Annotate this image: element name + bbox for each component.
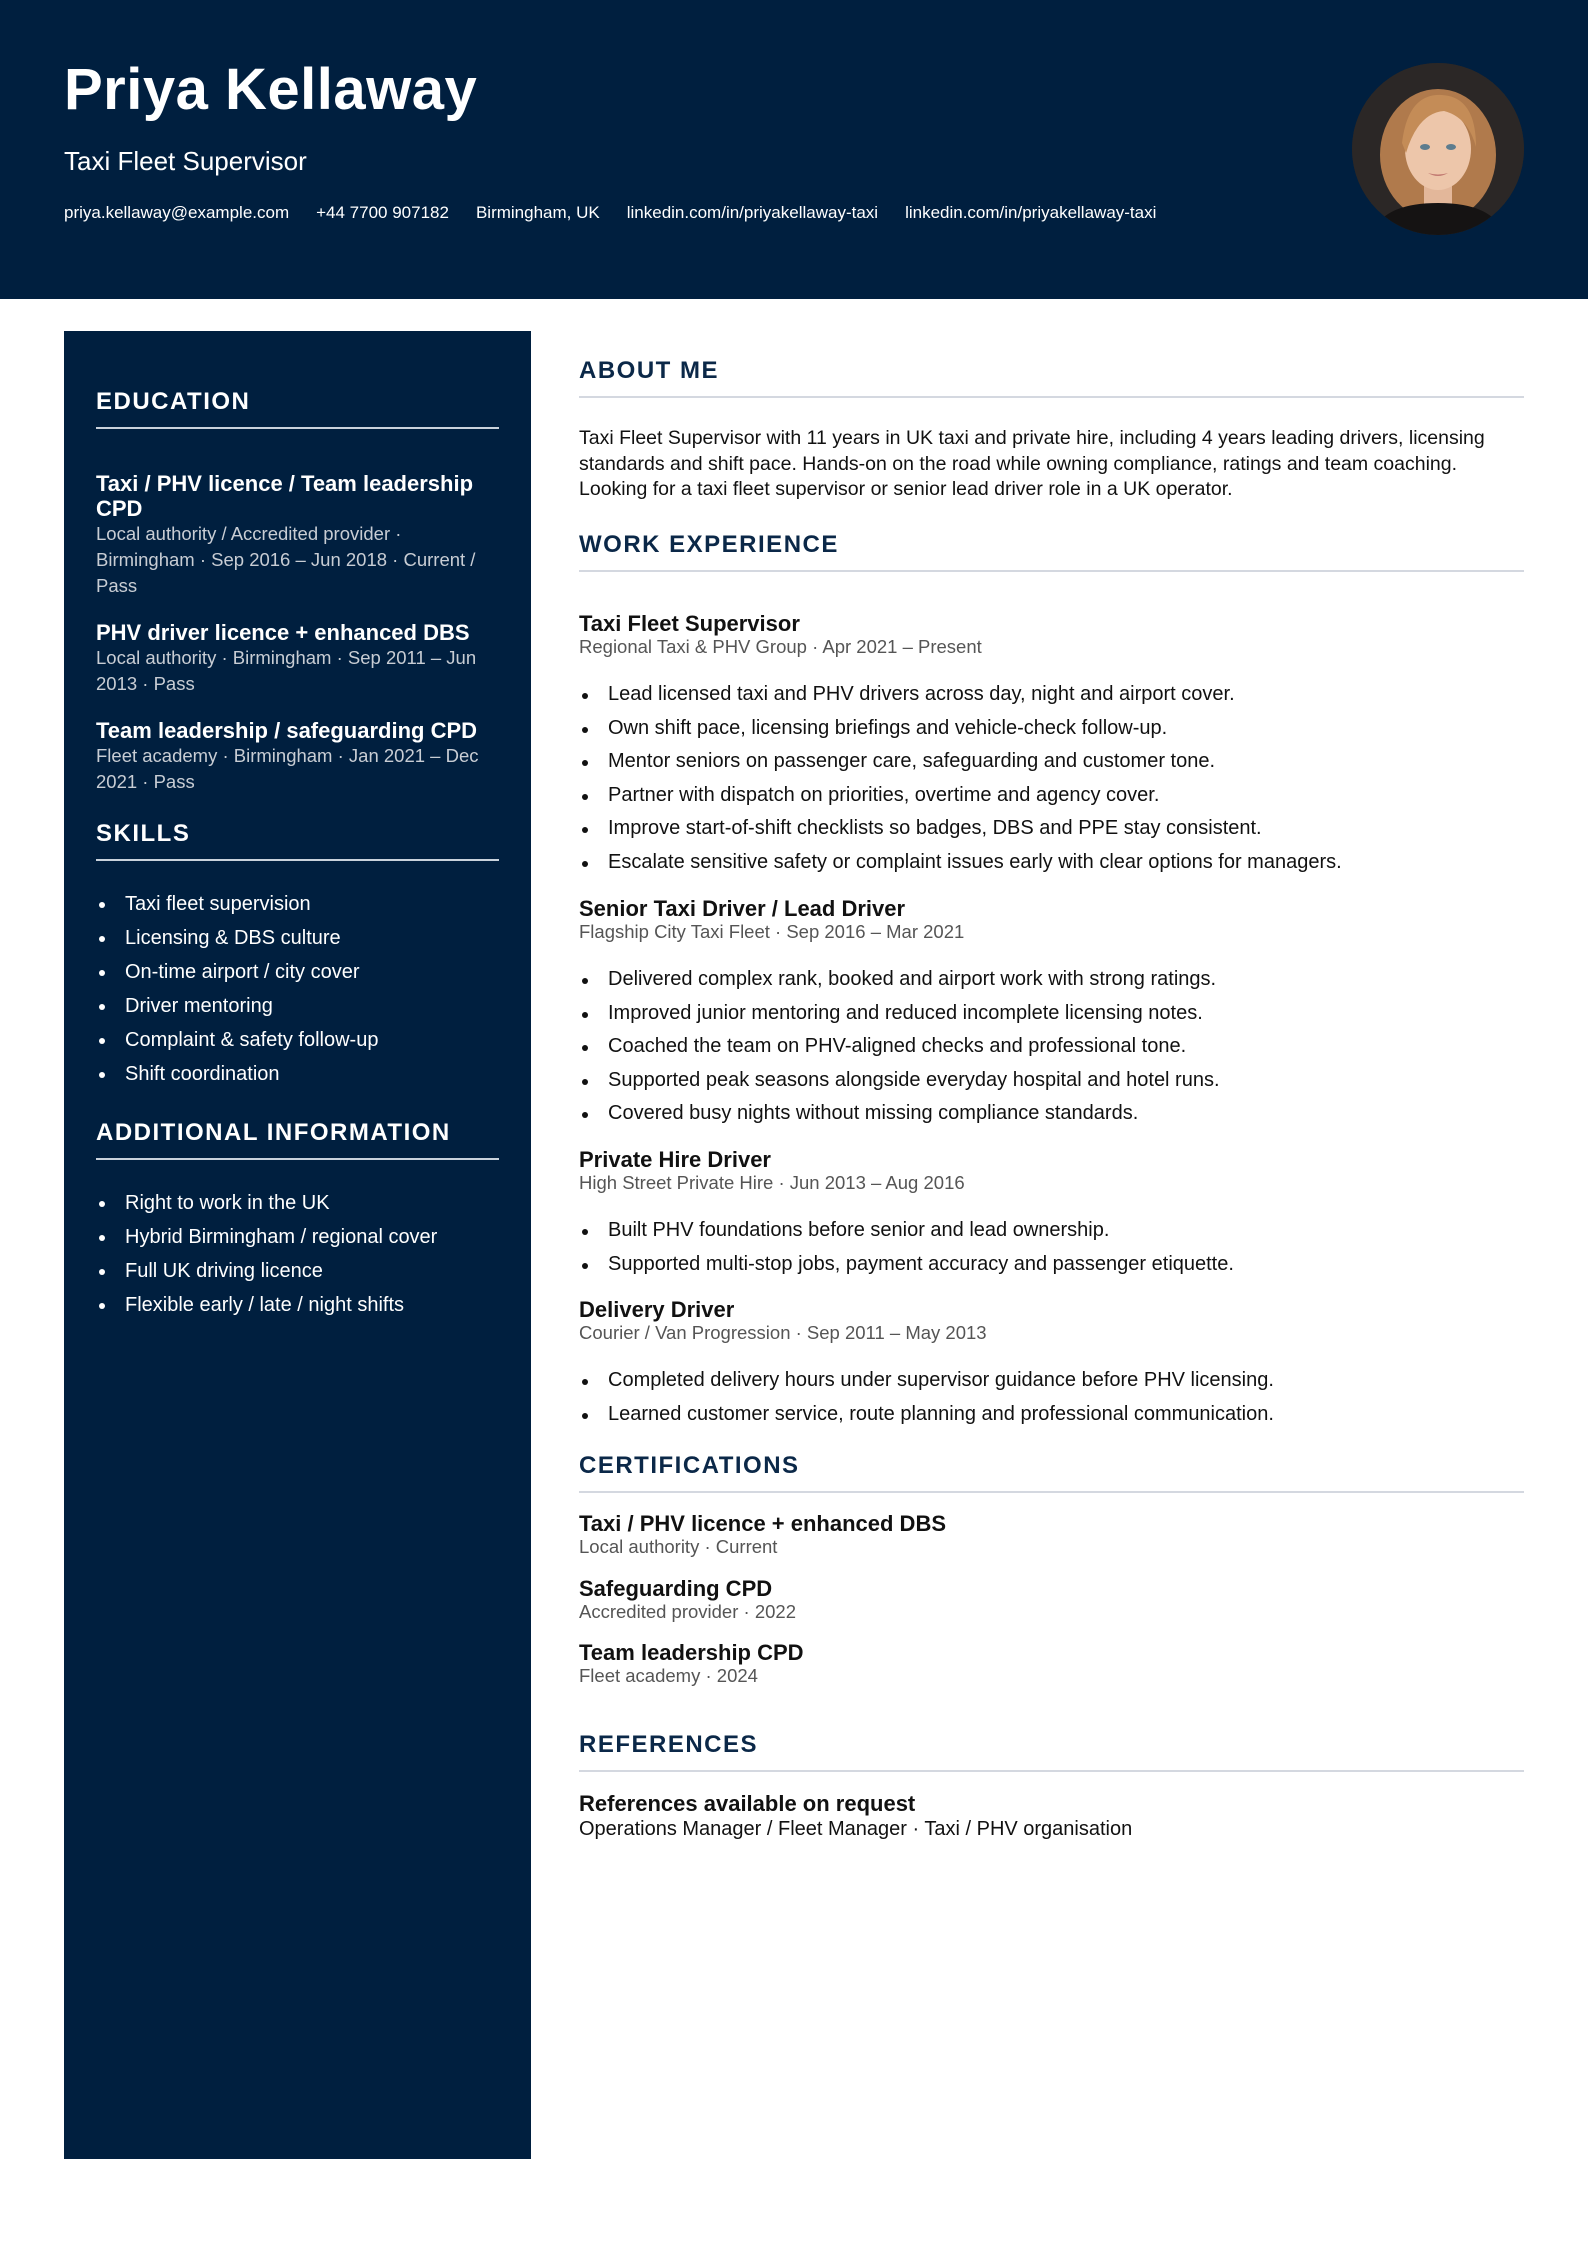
additional-heading: ADDITIONAL INFORMATION (96, 1119, 451, 1146)
skill-item: Licensing & DBS culture (96, 921, 378, 955)
references-divider (579, 1770, 1524, 1772)
candidate-name: Priya Kellaway (64, 57, 478, 122)
job-meta: Flagship City Taxi Fleet · Sep 2016 – Mar 2021 (579, 921, 965, 942)
skills-list (96, 887, 378, 1091)
about-heading: ABOUT ME (579, 357, 719, 384)
job-bullet: Mentor seniors on passenger care, safeguarding and customer tone. (579, 745, 1524, 779)
job-bullet: Built PHV foundations before senior and lead ownership. (579, 1214, 1524, 1248)
education-item (96, 620, 499, 697)
skill-item: Shift coordination (96, 1057, 378, 1091)
header-banner (0, 0, 1588, 299)
job-meta: Courier / Van Progression · Sep 2011 – May 2013 (579, 1322, 987, 1343)
certifications-heading: CERTIFICATIONS (579, 1452, 800, 1479)
contact-location: Birmingham, UK (475, 203, 600, 222)
job-bullet: Completed delivery hours under supervisor guidance before PHV licensing. (579, 1364, 1524, 1398)
portrait-photo (1352, 63, 1524, 235)
job-bullet: Lead licensed taxi and PHV drivers across day, night and airport cover. (579, 678, 1524, 712)
certification-item (579, 1640, 804, 1687)
education-item-title: Taxi / PHV licence / Team leadership CPD (96, 471, 474, 521)
education-item-meta: Local authority / Accredited provider · Birmingham · Sep 2016 – Jun 2018 · Current / Pass (96, 523, 476, 596)
additional-item: Right to work in the UK (96, 1186, 437, 1220)
references-block (579, 1791, 1132, 1842)
skill-item: Driver mentoring (96, 989, 378, 1023)
job-entry (579, 1297, 1524, 1431)
contact-row (64, 203, 1183, 223)
job-role: Taxi Fleet Supervisor (579, 611, 800, 636)
certification-meta: Fleet academy · 2024 (579, 1665, 758, 1686)
skill-item: On-time airport / city cover (96, 955, 378, 989)
job-bullet: Delivered complex rank, booked and airport work with strong ratings. (579, 963, 1524, 997)
skills-divider (96, 859, 499, 861)
job-bullet: Supported peak seasons alongside everyday hospital and hotel runs. (579, 1064, 1524, 1098)
education-heading: EDUCATION (96, 388, 251, 415)
job-bullet: Coached the team on PHV-aligned checks and professional tone. (579, 1030, 1524, 1064)
job-bullet: Covered busy nights without missing compliance standards. (579, 1097, 1524, 1131)
certification-title: Taxi / PHV licence + enhanced DBS (579, 1511, 947, 1536)
contact-phone[interactable]: +44 7700 907182 (316, 203, 449, 222)
avatar (1352, 63, 1524, 235)
contact-linkedin-secondary[interactable]: linkedin.com/in/priyakellaway-taxi (905, 203, 1157, 222)
job-bullet: Partner with dispatch on priorities, overtime and agency cover. (579, 779, 1524, 813)
education-item (96, 471, 499, 599)
job-bullet: Improved junior mentoring and reduced incomplete licensing notes. (579, 997, 1524, 1031)
contact-email[interactable]: priya.kellaway@example.com (64, 203, 290, 222)
skills-heading: SKILLS (96, 820, 191, 847)
certification-item (579, 1576, 796, 1623)
about-divider (579, 396, 1524, 398)
additional-list (96, 1186, 437, 1322)
education-item-meta: Fleet academy · Birmingham · Jan 2021 – Dec 2021 · Pass (96, 745, 479, 792)
additional-item: Hybrid Birmingham / regional cover (96, 1220, 437, 1254)
job-bullet: Learned customer service, route planning and professional communication. (579, 1398, 1524, 1432)
sidebar (64, 331, 531, 2159)
certification-title: Team leadership CPD (579, 1640, 804, 1665)
job-bullets (579, 1364, 1524, 1431)
education-item-title: Team leadership / safeguarding CPD (96, 718, 478, 743)
contact-linkedin[interactable]: linkedin.com/in/priyakellaway-taxi (626, 203, 879, 222)
education-item (96, 718, 499, 795)
education-divider (96, 427, 499, 429)
skill-item: Taxi fleet supervision (96, 887, 378, 921)
job-role: Private Hire Driver (579, 1147, 771, 1172)
experience-divider (579, 570, 1524, 572)
education-item-title: PHV driver licence + enhanced DBS (96, 620, 470, 645)
job-bullets (579, 1214, 1524, 1281)
references-meta: Operations Manager / Fleet Manager · Taxi / PHV organisation (579, 1818, 1133, 1840)
references-title: References available on request (579, 1791, 916, 1816)
education-item-meta: Local authority · Birmingham · Sep 2011 – Jun 2013 · Pass (96, 647, 477, 694)
job-entry (579, 896, 1524, 1131)
certification-item (579, 1511, 946, 1558)
job-meta: Regional Taxi & PHV Group · Apr 2021 – Present (579, 636, 982, 657)
job-bullet: Improve start-of-shift checklists so badges, DBS and PPE stay consistent. (579, 812, 1524, 846)
additional-item: Flexible early / late / night shifts (96, 1288, 437, 1322)
job-bullet: Own shift pace, licensing briefings and vehicle-check follow-up. (579, 712, 1524, 746)
certification-meta: Accredited provider · 2022 (579, 1601, 796, 1622)
job-entry (579, 1147, 1524, 1281)
certifications-divider (579, 1491, 1524, 1493)
job-role: Senior Taxi Driver / Lead Driver (579, 896, 906, 921)
job-bullet: Escalate sensitive safety or complaint issues early with clear options for managers. (579, 846, 1524, 880)
certification-title: Safeguarding CPD (579, 1576, 773, 1601)
job-entry (579, 611, 1524, 880)
additional-divider (96, 1158, 499, 1160)
references-heading: REFERENCES (579, 1731, 759, 1758)
job-meta: High Street Private Hire · Jun 2013 – Aug 2016 (579, 1172, 965, 1193)
about-text: Taxi Fleet Supervisor with 11 years in UK taxi and private hire, including 4 years leading drivers, licensing standards and shift pace. Hands-on on the road while owning compliance, ratings and team coaching. Looking for a taxi fleet supervisor or senior lead driver role in a UK operator. (579, 427, 1485, 500)
additional-item: Full UK driving licence (96, 1254, 437, 1288)
certification-meta: Local authority · Current (579, 1536, 778, 1557)
experience-heading: WORK EXPERIENCE (579, 531, 839, 558)
skill-item: Complaint & safety follow-up (96, 1023, 378, 1057)
job-bullets (579, 963, 1524, 1131)
job-role: Delivery Driver (579, 1297, 735, 1322)
candidate-title: Taxi Fleet Supervisor (64, 146, 307, 176)
job-bullet: Supported multi-stop jobs, payment accuracy and passenger etiquette. (579, 1248, 1524, 1282)
job-bullets (579, 678, 1524, 880)
